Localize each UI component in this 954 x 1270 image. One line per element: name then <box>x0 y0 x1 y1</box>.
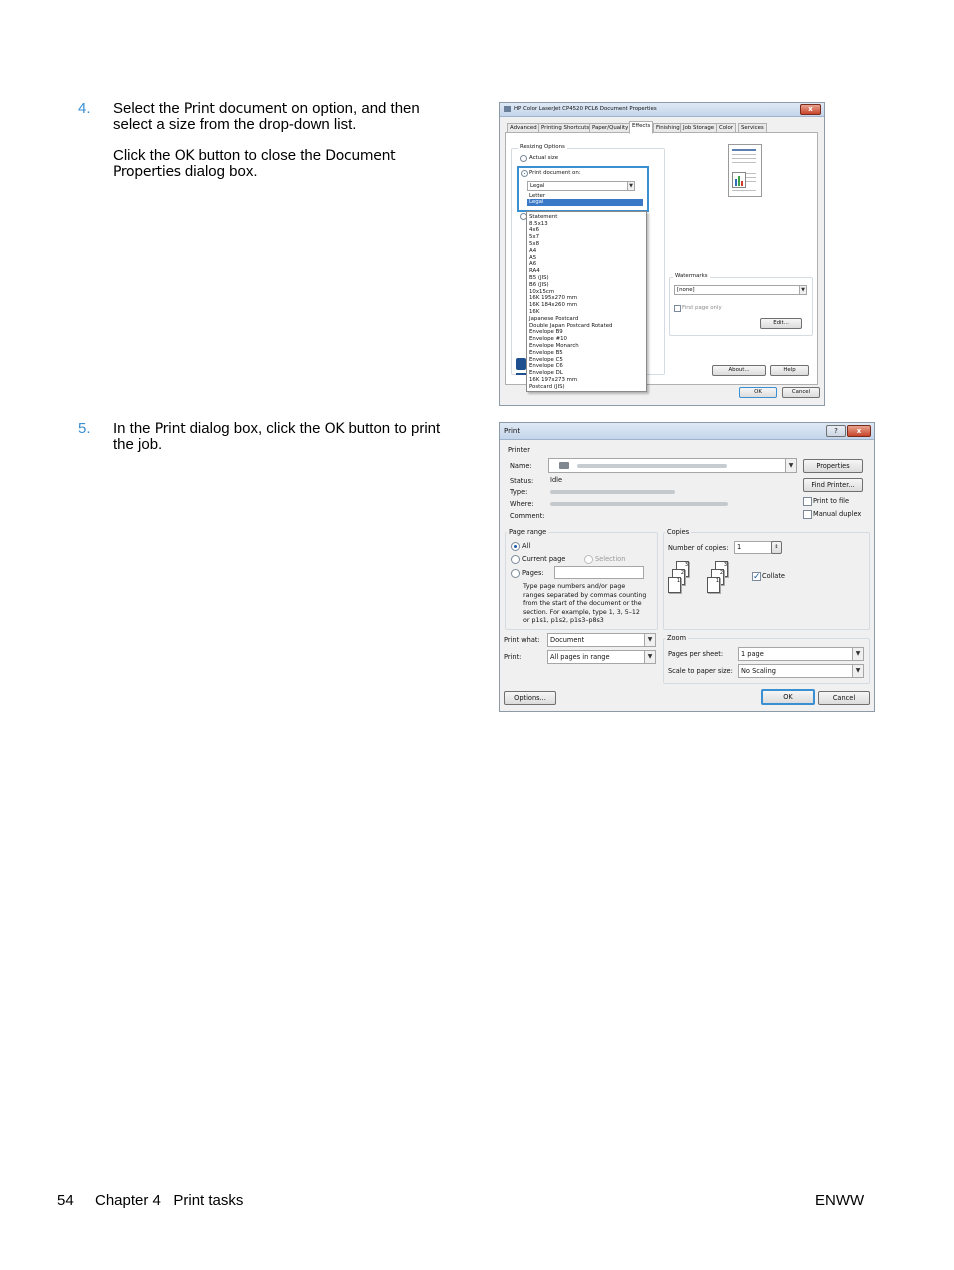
list-item[interactable]: A4 <box>529 247 537 254</box>
list-item[interactable]: 16K 197x273 mm <box>529 377 578 383</box>
ok-button[interactable]: OK <box>739 387 777 398</box>
list-item[interactable]: Envelope B9 <box>529 329 563 336</box>
step-4-instruction-2: Click the OK button to close the Document Properties dialog box. <box>113 147 396 180</box>
tab-job-storage[interactable]: Job Storage <box>680 123 717 134</box>
list-item[interactable]: A5 <box>529 254 537 261</box>
pages-label: Pages: <box>522 569 544 577</box>
chart-thumbnail-icon <box>732 172 746 188</box>
chevron-down-icon[interactable]: ▼ <box>644 634 655 646</box>
tab-paper-quality[interactable]: Paper/Quality <box>589 123 631 134</box>
pages-input[interactable] <box>554 566 644 579</box>
paper-size-value: Legal <box>530 183 545 189</box>
step-number: 4. <box>78 100 91 117</box>
hp-logo-icon <box>516 358 526 370</box>
all-pages-radio[interactable] <box>511 542 520 551</box>
page-preview <box>728 144 762 197</box>
number-of-copies-label: Number of copies: <box>668 544 729 552</box>
list-item[interactable]: Envelope B5 <box>529 349 563 356</box>
tab-effects[interactable]: Effects <box>629 121 653 134</box>
chevron-down-icon[interactable]: ▼ <box>852 665 863 677</box>
list-item[interactable]: Envelope DL <box>529 370 563 377</box>
help-text-line: ranges separated by commas counting <box>523 591 647 599</box>
comment-label: Comment: <box>510 512 545 520</box>
list-item[interactable]: Statement <box>529 214 558 220</box>
where-value-redacted <box>550 502 728 506</box>
pages-per-sheet-select[interactable] <box>738 647 864 661</box>
printer-icon <box>559 462 569 469</box>
find-printer-button[interactable]: Find Printer... <box>803 478 863 492</box>
copies-stepper[interactable]: ⇕ <box>771 541 782 554</box>
resizing-options-label: Resizing Options <box>520 144 565 150</box>
dialog-title: Print <box>504 427 521 435</box>
selection-label: Selection <box>595 555 626 563</box>
scale-select[interactable] <box>738 664 864 678</box>
list-item[interactable]: B6 (JIS) <box>529 281 549 288</box>
selection-radio[interactable] <box>584 555 593 564</box>
collate-label: Collate <box>762 572 785 580</box>
step-number: 5. <box>78 420 91 437</box>
type-value-redacted <box>550 490 675 494</box>
paper-size-select[interactable] <box>527 181 635 191</box>
tab-services[interactable]: Services <box>738 123 767 134</box>
print-to-file-checkbox[interactable] <box>803 497 812 506</box>
actual-size-radio[interactable] <box>520 155 527 162</box>
pages-radio[interactable] <box>511 569 520 578</box>
print-scope-select[interactable] <box>547 650 656 664</box>
list-item[interactable]: Japanese Postcard <box>529 315 579 322</box>
list-item[interactable]: 16K 184x260 mm <box>529 302 578 309</box>
list-item[interactable]: A6 <box>529 261 537 268</box>
copies-value: 1 <box>737 543 742 551</box>
tab-printing-shortcuts[interactable]: Printing Shortcuts <box>538 123 592 134</box>
page-stack-icon: 1 <box>668 577 681 593</box>
ok-button[interactable]: OK <box>761 689 815 705</box>
page-stack-icon: 3 <box>715 561 728 577</box>
list-item[interactable]: RA4 <box>529 268 540 275</box>
print-document-on-label: Print document on: <box>529 170 581 176</box>
watermarks-label: Watermarks <box>675 273 708 279</box>
all-label: All <box>522 542 531 550</box>
list-item[interactable]: Envelope #10 <box>529 336 567 343</box>
printer-group-label: Printer <box>508 446 530 454</box>
help-text-line: from the start of the document or the <box>523 600 642 608</box>
current-page-radio[interactable] <box>511 555 520 564</box>
close-button[interactable]: x <box>800 104 821 115</box>
about-button[interactable]: About... <box>712 365 766 376</box>
manual-duplex-label: Manual duplex <box>813 510 862 518</box>
dropdown-option-legal[interactable]: Legal <box>529 199 544 205</box>
list-item[interactable]: 16K 195x270 mm <box>529 295 578 302</box>
scale-label: Scale to paper size: <box>668 667 733 675</box>
help-text-line: section. For example, type 1, 3, 5–12 <box>523 608 640 616</box>
current-page-label: Current page <box>522 555 566 563</box>
print-dialog <box>499 422 875 712</box>
page-stack-icon: 1 <box>707 577 720 593</box>
list-item[interactable]: 5x7 <box>529 234 540 241</box>
actual-size-label: Actual size <box>529 155 559 161</box>
list-item[interactable]: 8.5x13 <box>529 220 548 227</box>
step-5-instruction: In the Print dialog box, click the OK button to print the job. <box>113 420 441 453</box>
page-stack-icon: 2 <box>711 569 724 585</box>
logo-underline <box>516 373 526 375</box>
status-value: Idle <box>550 476 563 484</box>
properties-button[interactable]: Properties <box>803 459 863 473</box>
collate-checkbox[interactable]: ✓ <box>753 572 761 582</box>
tab-color[interactable]: Color <box>716 123 736 134</box>
dropdown-option-selected-highlight <box>527 199 643 206</box>
help-text-line: or p1s1, p1s2, p1s3–p8s3 <box>523 617 604 625</box>
print-scope-value: All pages in range <box>550 653 610 661</box>
list-item[interactable]: Envelope Monarch <box>529 343 579 349</box>
status-label: Status: <box>510 477 534 485</box>
chevron-down-icon[interactable]: ▼ <box>799 286 806 294</box>
step-5 <box>78 421 458 468</box>
footer-right-label: ENWW <box>815 1192 865 1209</box>
chevron-down-icon[interactable]: ▼ <box>785 459 796 472</box>
printer-name-select[interactable] <box>548 458 797 473</box>
dialog-title: HP Color LaserJet CP4520 PCL6 Document Properties <box>514 106 657 112</box>
page-stack-icon: 3 <box>676 561 689 577</box>
chevron-down-icon[interactable]: ▼ <box>852 648 863 660</box>
print-label: Print: <box>504 653 522 661</box>
page-range-label: Page range <box>509 528 547 536</box>
step-4-instruction-1: Select the Print document on option, and then select a size from the drop-down list. <box>113 100 420 133</box>
title-bar <box>500 103 824 117</box>
list-item[interactable]: B5 (JIS) <box>529 275 549 281</box>
cancel-button[interactable]: Cancel <box>818 691 870 705</box>
chevron-down-icon[interactable]: ▼ <box>627 182 634 190</box>
help-button[interactable]: ? <box>826 425 846 437</box>
list-item[interactable]: 4x6 <box>529 227 540 234</box>
help-text-line: Type page numbers and/or page <box>523 583 626 590</box>
printer-icon <box>504 106 511 112</box>
print-what-select[interactable] <box>547 633 656 647</box>
print-what-value: Document <box>550 636 585 644</box>
list-item[interactable]: Envelope C5 <box>529 356 563 363</box>
tab-finishing[interactable]: Finishing <box>653 123 683 134</box>
zoom-label: Zoom <box>667 634 687 642</box>
dropdown-option-letter[interactable]: Letter <box>529 193 545 199</box>
printer-name-redacted <box>577 464 727 468</box>
name-label: Name: <box>510 462 532 470</box>
chapter-title: Chapter 4 Print tasks <box>95 1192 244 1209</box>
watermark-value: [none] <box>677 287 695 293</box>
list-item[interactable]: Envelope C6 <box>529 363 563 370</box>
list-item[interactable]: 16K <box>529 309 540 315</box>
pages-per-sheet-value: 1 page <box>741 650 764 658</box>
options-button[interactable]: Options... <box>504 691 556 705</box>
list-item[interactable]: Double Japan Postcard Rotated <box>529 322 613 329</box>
close-button[interactable]: x <box>847 425 871 437</box>
watermark-select[interactable] <box>674 285 807 295</box>
manual-duplex-checkbox[interactable] <box>803 510 812 519</box>
page-number: 54 <box>57 1192 74 1209</box>
list-item[interactable]: Postcard (JIS) <box>529 383 565 390</box>
first-page-only-checkbox[interactable] <box>674 305 681 312</box>
list-item[interactable]: 5x8 <box>529 241 540 247</box>
page-stack-icon: 2 <box>672 569 685 585</box>
tab-advanced[interactable]: Advanced <box>507 123 540 134</box>
help-button[interactable]: Help <box>770 365 809 376</box>
copies-input[interactable] <box>734 541 772 554</box>
title-bar <box>500 423 874 440</box>
where-label: Where: <box>510 500 534 508</box>
print-what-label: Print what: <box>504 636 540 644</box>
chevron-down-icon[interactable]: ▼ <box>644 651 655 663</box>
type-label: Type: <box>510 488 528 496</box>
scale-value: No Scaling <box>741 667 776 675</box>
step-4 <box>78 101 458 195</box>
print-to-file-label: Print to file <box>813 497 850 505</box>
document-properties-dialog <box>499 102 825 406</box>
edit-button[interactable]: Edit... <box>760 318 802 329</box>
copies-label: Copies <box>667 528 690 536</box>
list-item[interactable]: 10x15cm <box>529 288 555 295</box>
first-page-only-label: First page only <box>682 305 722 311</box>
cancel-button[interactable]: Cancel <box>782 387 820 398</box>
print-document-on-radio[interactable] <box>521 170 528 177</box>
pages-per-sheet-label: Pages per sheet: <box>668 650 724 658</box>
